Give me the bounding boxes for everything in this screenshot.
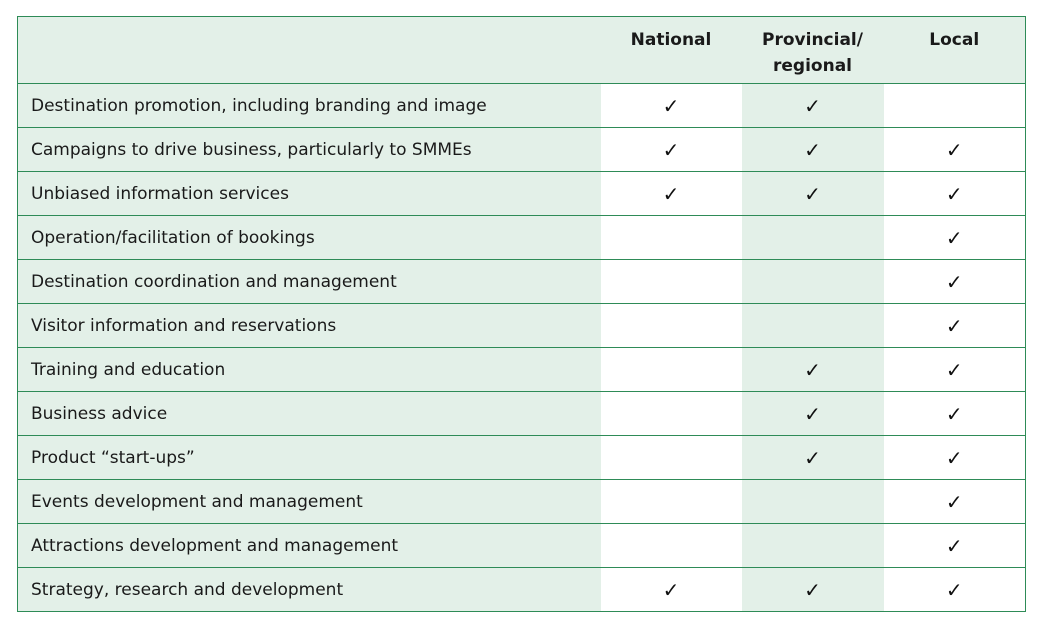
- responsibilities-table: [17, 16, 1026, 612]
- header-provincial-line2: regional: [773, 56, 852, 76]
- check-icon: ✓: [804, 93, 821, 118]
- check-icon: ✓: [804, 445, 821, 470]
- cell-national: [601, 260, 742, 304]
- check-icon: ✓: [662, 577, 680, 602]
- cell-national: [601, 128, 742, 172]
- row-label: Campaigns to drive business, particularly to SMMEs: [18, 128, 601, 172]
- check-icon: ✓: [804, 401, 821, 426]
- check-icon: ✓: [804, 181, 821, 206]
- row-label: Training and education: [18, 348, 601, 392]
- table-row: [18, 260, 1026, 304]
- check-icon: ✓: [804, 357, 821, 382]
- check-icon: ✓: [662, 181, 680, 206]
- row-label: Attractions development and management: [18, 524, 601, 568]
- cell-provincial: [742, 84, 884, 128]
- row-label: Events development and management: [18, 480, 601, 524]
- header-row: [18, 17, 1026, 84]
- cell-national: [601, 436, 742, 480]
- check-icon: ✓: [945, 225, 963, 250]
- header-provincial: [742, 17, 884, 84]
- table-row: [18, 128, 1026, 172]
- check-icon: ✓: [945, 533, 963, 558]
- check-icon: ✓: [804, 577, 821, 602]
- cell-local: [884, 216, 1026, 260]
- cell-local: [884, 172, 1026, 216]
- cell-national: [601, 304, 742, 348]
- check-icon: ✓: [662, 93, 680, 118]
- cell-provincial: [742, 524, 884, 568]
- header-provincial-line1: Provincial/: [762, 30, 863, 50]
- table-row: [18, 172, 1026, 216]
- cell-local: [884, 84, 1026, 128]
- cell-provincial: [742, 172, 884, 216]
- header-national: National: [601, 17, 742, 84]
- check-icon: ✓: [945, 181, 963, 206]
- check-icon: ✓: [662, 137, 680, 162]
- table-header: [18, 17, 1026, 84]
- header-label-cell: [18, 17, 601, 84]
- cell-local: [884, 128, 1026, 172]
- row-label: Business advice: [18, 392, 601, 436]
- row-label: Strategy, research and development: [18, 568, 601, 612]
- cell-local: [884, 304, 1026, 348]
- cell-local: [884, 524, 1026, 568]
- cell-national: [601, 480, 742, 524]
- cell-national: [601, 172, 742, 216]
- row-label: Destination coordination and management: [18, 260, 601, 304]
- cell-national: [601, 524, 742, 568]
- check-icon: ✓: [945, 357, 963, 382]
- check-icon: ✓: [945, 401, 963, 426]
- table-row: [18, 568, 1026, 612]
- row-label: Visitor information and reservations: [18, 304, 601, 348]
- table-row: [18, 84, 1026, 128]
- table-row: [18, 392, 1026, 436]
- cell-provincial: [742, 128, 884, 172]
- cell-provincial: [742, 348, 884, 392]
- cell-provincial: [742, 568, 884, 612]
- check-icon: ✓: [945, 137, 963, 162]
- row-label: Operation/facilitation of bookings: [18, 216, 601, 260]
- cell-local: [884, 260, 1026, 304]
- check-icon: ✓: [804, 137, 821, 162]
- table-row: [18, 304, 1026, 348]
- table-row: [18, 216, 1026, 260]
- cell-provincial: [742, 260, 884, 304]
- row-label: Destination promotion, including branding and image: [18, 84, 601, 128]
- header-local: Local: [884, 17, 1026, 84]
- cell-local: [884, 392, 1026, 436]
- check-icon: ✓: [945, 489, 963, 514]
- cell-provincial: [742, 216, 884, 260]
- cell-national: [601, 348, 742, 392]
- cell-national: [601, 392, 742, 436]
- check-icon: ✓: [945, 269, 963, 294]
- row-label: Unbiased information services: [18, 172, 601, 216]
- table-body: [18, 84, 1026, 612]
- cell-local: [884, 480, 1026, 524]
- cell-local: [884, 348, 1026, 392]
- table-row: [18, 524, 1026, 568]
- table-row: [18, 348, 1026, 392]
- cell-provincial: [742, 304, 884, 348]
- cell-provincial: [742, 436, 884, 480]
- table-row: [18, 436, 1026, 480]
- cell-provincial: [742, 392, 884, 436]
- cell-national: [601, 216, 742, 260]
- check-icon: ✓: [945, 313, 963, 338]
- cell-national: [601, 568, 742, 612]
- cell-national: [601, 84, 742, 128]
- table-row: [18, 480, 1026, 524]
- cell-local: [884, 436, 1026, 480]
- check-icon: ✓: [945, 445, 963, 470]
- check-icon: ✓: [945, 577, 963, 602]
- cell-local: [884, 568, 1026, 612]
- row-label: Product “start-ups”: [18, 436, 601, 480]
- cell-provincial: [742, 480, 884, 524]
